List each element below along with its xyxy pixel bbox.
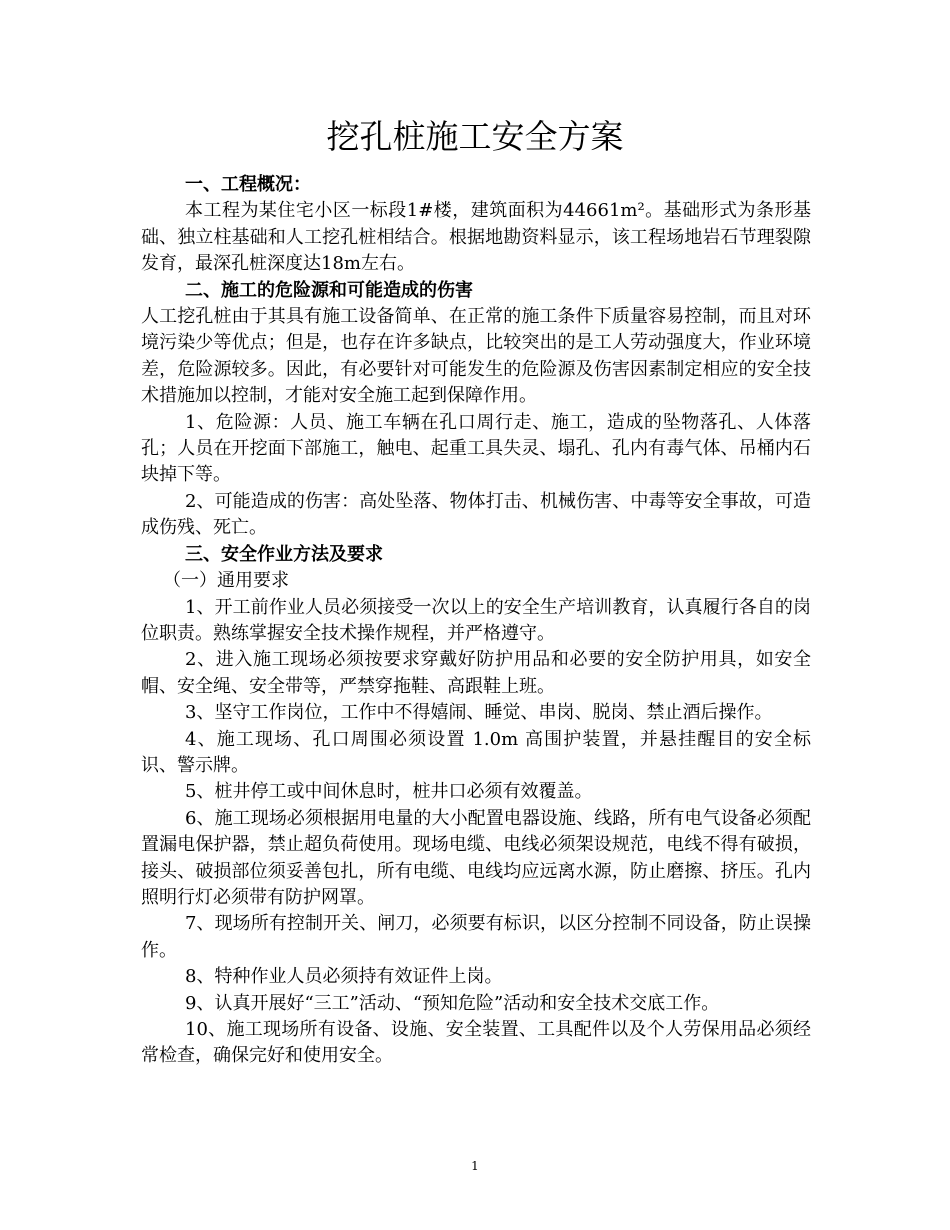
list-item: 8、特种作业人员必须持有效证件上岗。 (185, 966, 503, 988)
list-item: 4、施工现场、孔口周围必须设置 1.0m 高围护装置，并悬挂醒目的安全标识、警示牌。 (141, 728, 811, 776)
list-item: 1、开工前作业人员必须接受一次以上的安全生产培训教育，认真履行各自的岗位职责。熟练掌握安全技术操作规程，并严格遵守。 (141, 596, 811, 644)
paragraph-hazards-intro: 人工挖孔桩由于其具有施工设备简单、在正常的施工条件下质量容易控制，而且对环境污染少等优点；但是，也存在许多缺点，比较突出的是工人劳动强度大，作业环境差，危险源较多。因此，有必要针对可能发生的危险源及伤害因素制定相应的安全技术措施加以控制，才能对安全施工起到保障作用。 (141, 306, 811, 407)
document-body (141, 172, 811, 1070)
paragraph-overview: 本工程为某住宅小区一标段1#楼，建筑面积为44661m²。基础形式为条形基础、独立柱基础和人工挖孔桩相结合。根据地勘资料显示，该工程场地岩石节理裂隙发育，最深孔桩深度达18m左右。 (141, 200, 811, 275)
paragraph-hazard-sources: 1、危险源：人员、施工车辆在孔口周行走、施工，造成的坠物落孔、人体落孔；人员在开挖面下部施工，触电、起重工具失灵、塌孔、孔内有毒气体、吊桶内石块掉下等。 (141, 411, 811, 486)
page-number: 1 (471, 1159, 479, 1173)
list-item: 5、桩井停工或中间休息时，桩井口必须有效覆盖。 (185, 781, 593, 803)
list-item: 10、施工现场所有设备、设施、安全装置、工具配件以及个人劳保用品必须经常检查，确保完好和使用安全。 (141, 1019, 811, 1067)
list-item: 6、施工现场必须根据用电量的大小配置电器设施、线路，所有电气设备必须配置漏电保护器，禁止超负荷使用。现场电缆、电线必须架设规范，电线不得有破损，接头、破损部位须妥善包扎，所有电缆、电线均应远离水源，防止磨擦、挤压。孔内照明行灯必须带有防护网罩。 (141, 807, 811, 908)
list-item: 3、坚守工作岗位，工作中不得嬉闹、睡觉、串岗、脱岗、禁止酒后操作。 (185, 702, 773, 724)
section-heading-hazards: 二、施工的危险源和可能造成的伤害 (185, 279, 473, 301)
subsection-heading-general: （一）通用要求 (163, 570, 289, 592)
list-item: 9、认真开展好“三工”活动、“预知危险”活动和安全技术交底工作。 (185, 992, 720, 1014)
list-item: 2、进入施工现场必须按要求穿戴好防护用品和必要的安全防护用具，如安全帽、安全绳、安全带等，严禁穿拖鞋、高跟鞋上班。 (141, 649, 811, 697)
section-heading-overview: 一、工程概况： (185, 174, 311, 195)
list-item: 7、现场所有控制开关、闸刀，必须要有标识，以区分控制不同设备，防止误操作。 (141, 913, 811, 961)
document-title: 挖孔桩施工安全方案 (326, 117, 624, 156)
paragraph-possible-injuries: 2、可能造成的伤害：高处坠落、物体打击、机械伤害、中毒等安全事故，可造成伤残、死亡。 (141, 490, 811, 539)
section-heading-safety-methods: 三、安全作业方法及要求 (185, 543, 383, 565)
